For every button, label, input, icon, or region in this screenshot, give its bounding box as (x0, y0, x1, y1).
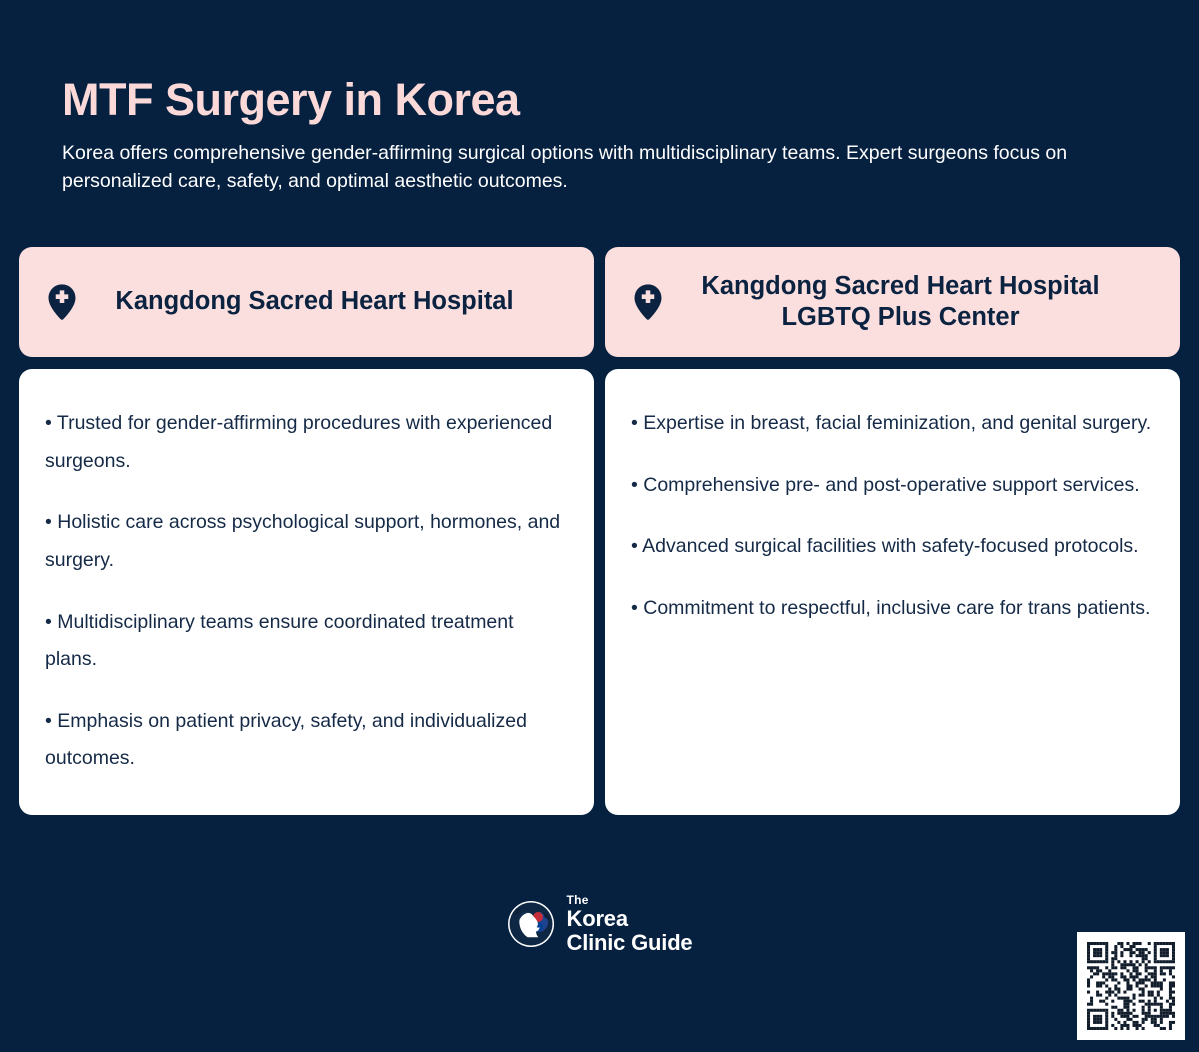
clinic-card (19, 247, 594, 815)
list-item: • Expertise in breast, facial feminization, and genital surgery. (631, 412, 1152, 435)
list-item: • Advanced surgical facilities with safety-focused protocols. (631, 535, 1139, 558)
footer (0, 882, 1199, 1052)
map-pin-medical-icon (45, 283, 79, 321)
brand-line-korea: Korea (566, 906, 628, 931)
list-item: • Multidisciplinary teams ensure coordinated treatment plans. (45, 610, 514, 671)
clinic-feature-list (45, 405, 568, 778)
brand-logo (507, 894, 693, 954)
brand-text (567, 894, 693, 954)
clinic-card-body (605, 369, 1180, 815)
clinic-card-header (19, 247, 594, 357)
clinic-card-body (19, 369, 594, 815)
clinic-card-header (605, 247, 1180, 357)
qr-code-icon[interactable] (1087, 942, 1175, 1030)
list-item: • Trusted for gender-affirming procedures with experienced surgeons. (45, 412, 553, 472)
page-subtitle: Korea offers comprehensive gender-affirming surgical options with multidisciplinary teams. Expert surgeons focus on personalized care, safety, and optimal aesthetic outcomes. (62, 141, 1068, 192)
qr-code-container[interactable] (1077, 932, 1185, 1040)
list-item: • Emphasis on patient privacy, safety, and individualized outcomes. (45, 709, 527, 770)
page-title: MTF Surgery in Korea (62, 74, 520, 125)
clinic-card (605, 247, 1180, 815)
clinic-name: Kangdong Sacred Heart Hospital (115, 287, 514, 316)
clinic-cards-grid (0, 247, 1199, 815)
brand-line-clinic-guide: Clinic Guide (566, 930, 693, 955)
list-item: • Commitment to respectful, inclusive care for trans patients. (631, 596, 1151, 619)
korea-clinic-guide-emblem (507, 900, 555, 948)
brand-line-the: The (566, 893, 589, 907)
list-item: • Comprehensive pre- and post-operative support services. (631, 473, 1140, 496)
page-header (0, 0, 1199, 195)
map-pin-medical-icon (631, 283, 665, 321)
clinic-feature-list (631, 405, 1154, 628)
list-item: • Holistic care across psychological support, hormones, and surgery. (45, 511, 561, 571)
clinic-name: Kangdong Sacred Heart Hospital LGBTQ Plus Center (701, 271, 1100, 332)
